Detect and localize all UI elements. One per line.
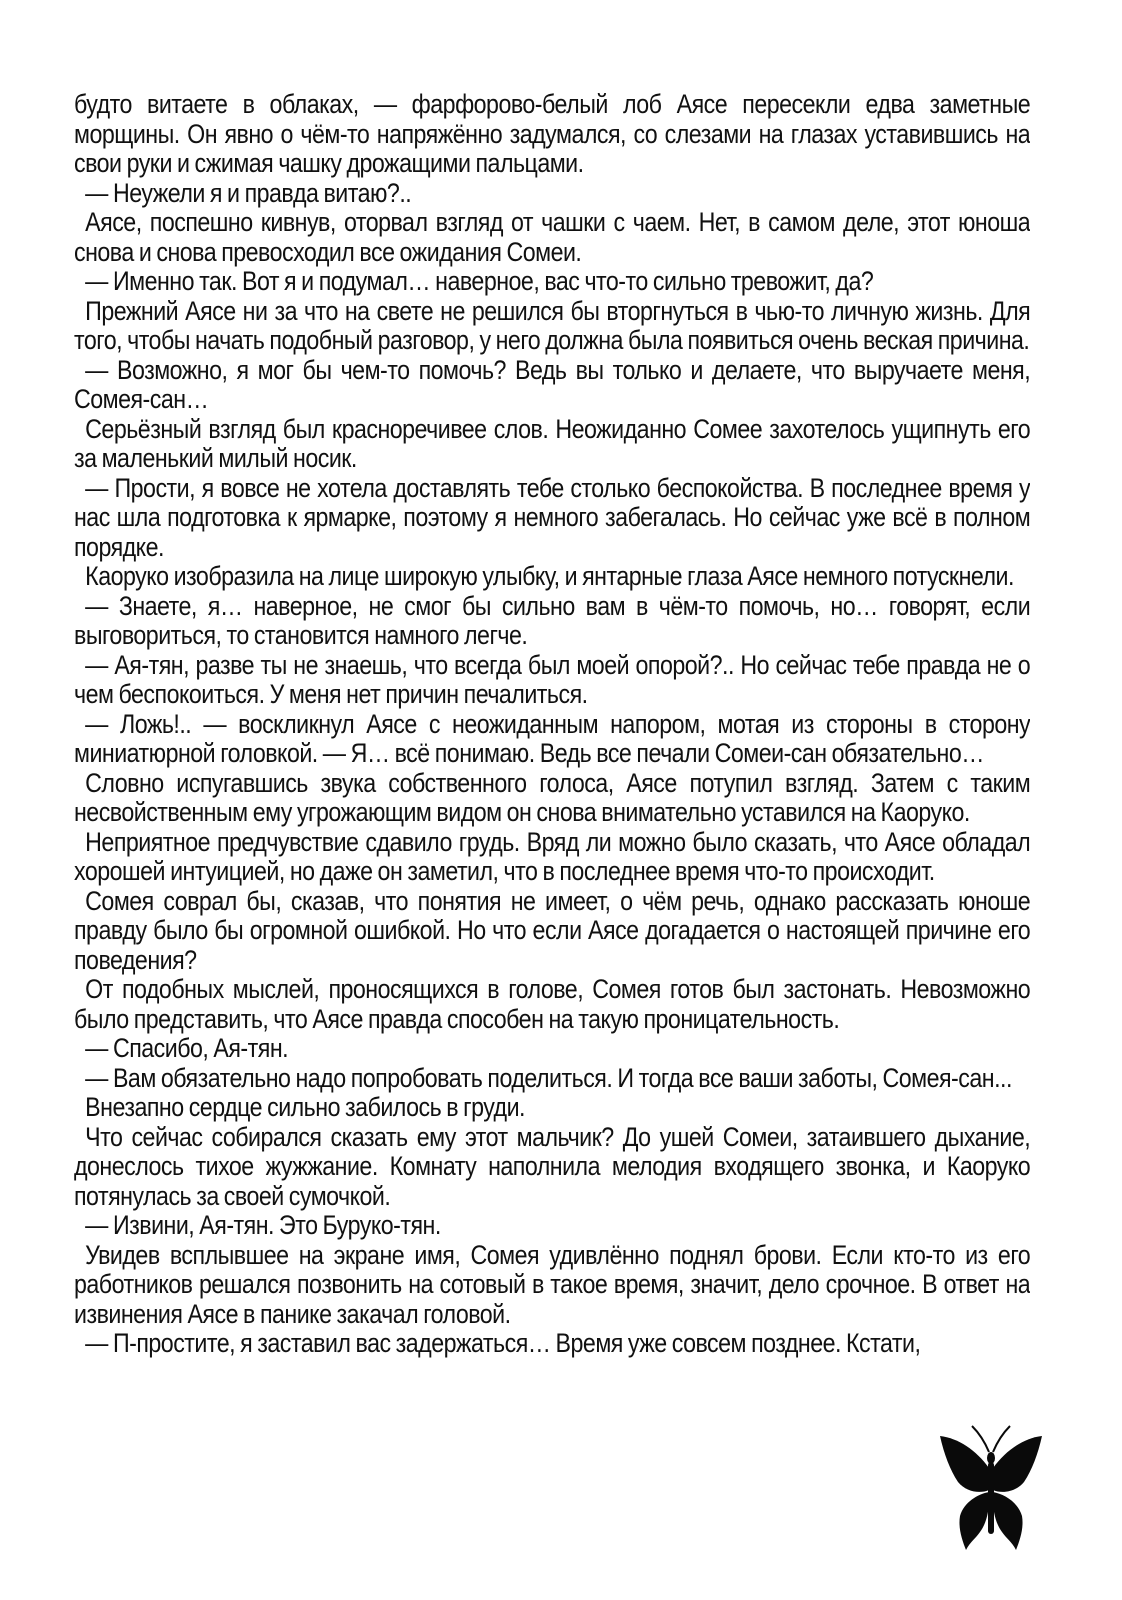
paragraph: — Возможно, я мог бы чем-то помочь? Ведь вы только и делаете, что выручаете меня, Сомея-сан… [74, 354, 1030, 414]
paragraph: Неприятное предчувствие сдавило грудь. Вряд ли можно было сказать, что Аясе обладал хорошей интуицией, но даже он заметил, что в последнее время что-то происходит. [74, 826, 1030, 886]
paragraph: Прежний Аясе ни за что на свете не решился бы вторгнуться в чью-то личную жизнь. Для того, чтобы начать подобный разговор, у него должна была появиться очень веская причина. [74, 295, 1030, 355]
paragraph: — Извини, Ая-тян. Это Буруко-тян. [85, 1210, 441, 1240]
paragraph: От подобных мыслей, проносящихся в голове, Сомея готов был застонать. Невозможно было представить, что Аясе правда способен на такую проницательность. [74, 974, 1030, 1034]
paragraph: Аясе, поспешно кивнув, оторвал взгляд от чашки с чаем. Нет, в самом деле, этот юноша снова и снова превосходил все ожидания Сомеи. [74, 207, 1030, 267]
paragraph: — Прости, я вовсе не хотела доставлять тебе столько беспокойства. В последнее время у нас шла подготовка к ярмарке, поэтому я немного забегалась. Но сейчас уже всё в полном порядке. [74, 472, 1030, 562]
paragraph: — Вам обязательно надо попробовать поделиться. И тогда все ваши заботы, Сомея-сан... [85, 1062, 1012, 1093]
paragraph: — Ложь!.. — воскликнул Аясе с неожиданным напором, мотая из стороны в сторону миниатюрной головкой. — Я… всё понимаю. Ведь все печали Сомеи-сан обязательно… [74, 708, 1030, 768]
paragraph: Внезапно сердце сильно забилось в груди. [85, 1092, 525, 1122]
paragraph: Что сейчас собирался сказать ему этот мальчик? До ушей Сомеи, затаившего дыхание, донеслось тихое жужжание. Комнату наполнила мелодия входящего звонка, и Каоруко потянулась за своей сумочкой. [74, 1121, 1030, 1211]
paragraph: Серьёзный взгляд был красноречивее слов. Неожиданно Сомее захотелось ущипнуть его за маленький милый носик. [74, 413, 1030, 473]
paragraph: будто витаете в облаках, — фарфорово-белый лоб Аясе пересекли едва заметные морщины. Он явно о чём-то напряжённо задумался, со слезами на глазах уставившись на свои руки и сжимая чашку дрожащими пальцами. [74, 90, 1030, 178]
paragraph: Увидев всплывшее на экране имя, Сомея удивлённо поднял брови. Если кто-то из его работников решался позвонить на сотовый в такое время, значит, дело срочное. В ответ на извинения Аясе в панике закачал головой. [74, 1239, 1030, 1329]
paragraph: — Спасибо, Ая-тян. [85, 1033, 289, 1063]
paragraph: — П-простите, я заставил вас задержаться… Время уже совсем позднее. Кстати, [85, 1328, 921, 1358]
paragraph: — Знаете, я… наверное, не смог бы сильно вам в чём-то помочь, но… говорят, если выговориться, то становится намного легче. [74, 590, 1030, 650]
paragraph: Сомея соврал бы, сказав, что понятия не имеет, о чём речь, однако рассказать юноше правду было бы огромной ошибкой. Но что если Аясе догадается о настоящей причине его поведения? [74, 885, 1030, 975]
butterfly-icon [936, 1420, 1046, 1560]
paragraph: — Ая-тян, разве ты не знаешь, что всегда был моей опорой?.. Но сейчас тебе правда не о чем беспокоиться. У меня нет причин печалиться. [74, 649, 1030, 709]
paragraph: Словно испугавшись звука собственного голоса, Аясе потупил взгляд. Затем с таким несвойственным ему угрожающим видом он снова внимательно уставился на Каоруко. [74, 767, 1030, 827]
paragraph: — Неужели я и правда витаю?.. [85, 177, 412, 208]
paragraph: Каоруко изобразила на лице широкую улыбку, и янтарные глаза Аясе немного потускнели. [85, 561, 1014, 591]
page-text [74, 90, 1030, 1450]
paragraph: — Именно так. Вот я и подумал… наверное, вас что-то сильно тревожит, да? [85, 266, 874, 296]
